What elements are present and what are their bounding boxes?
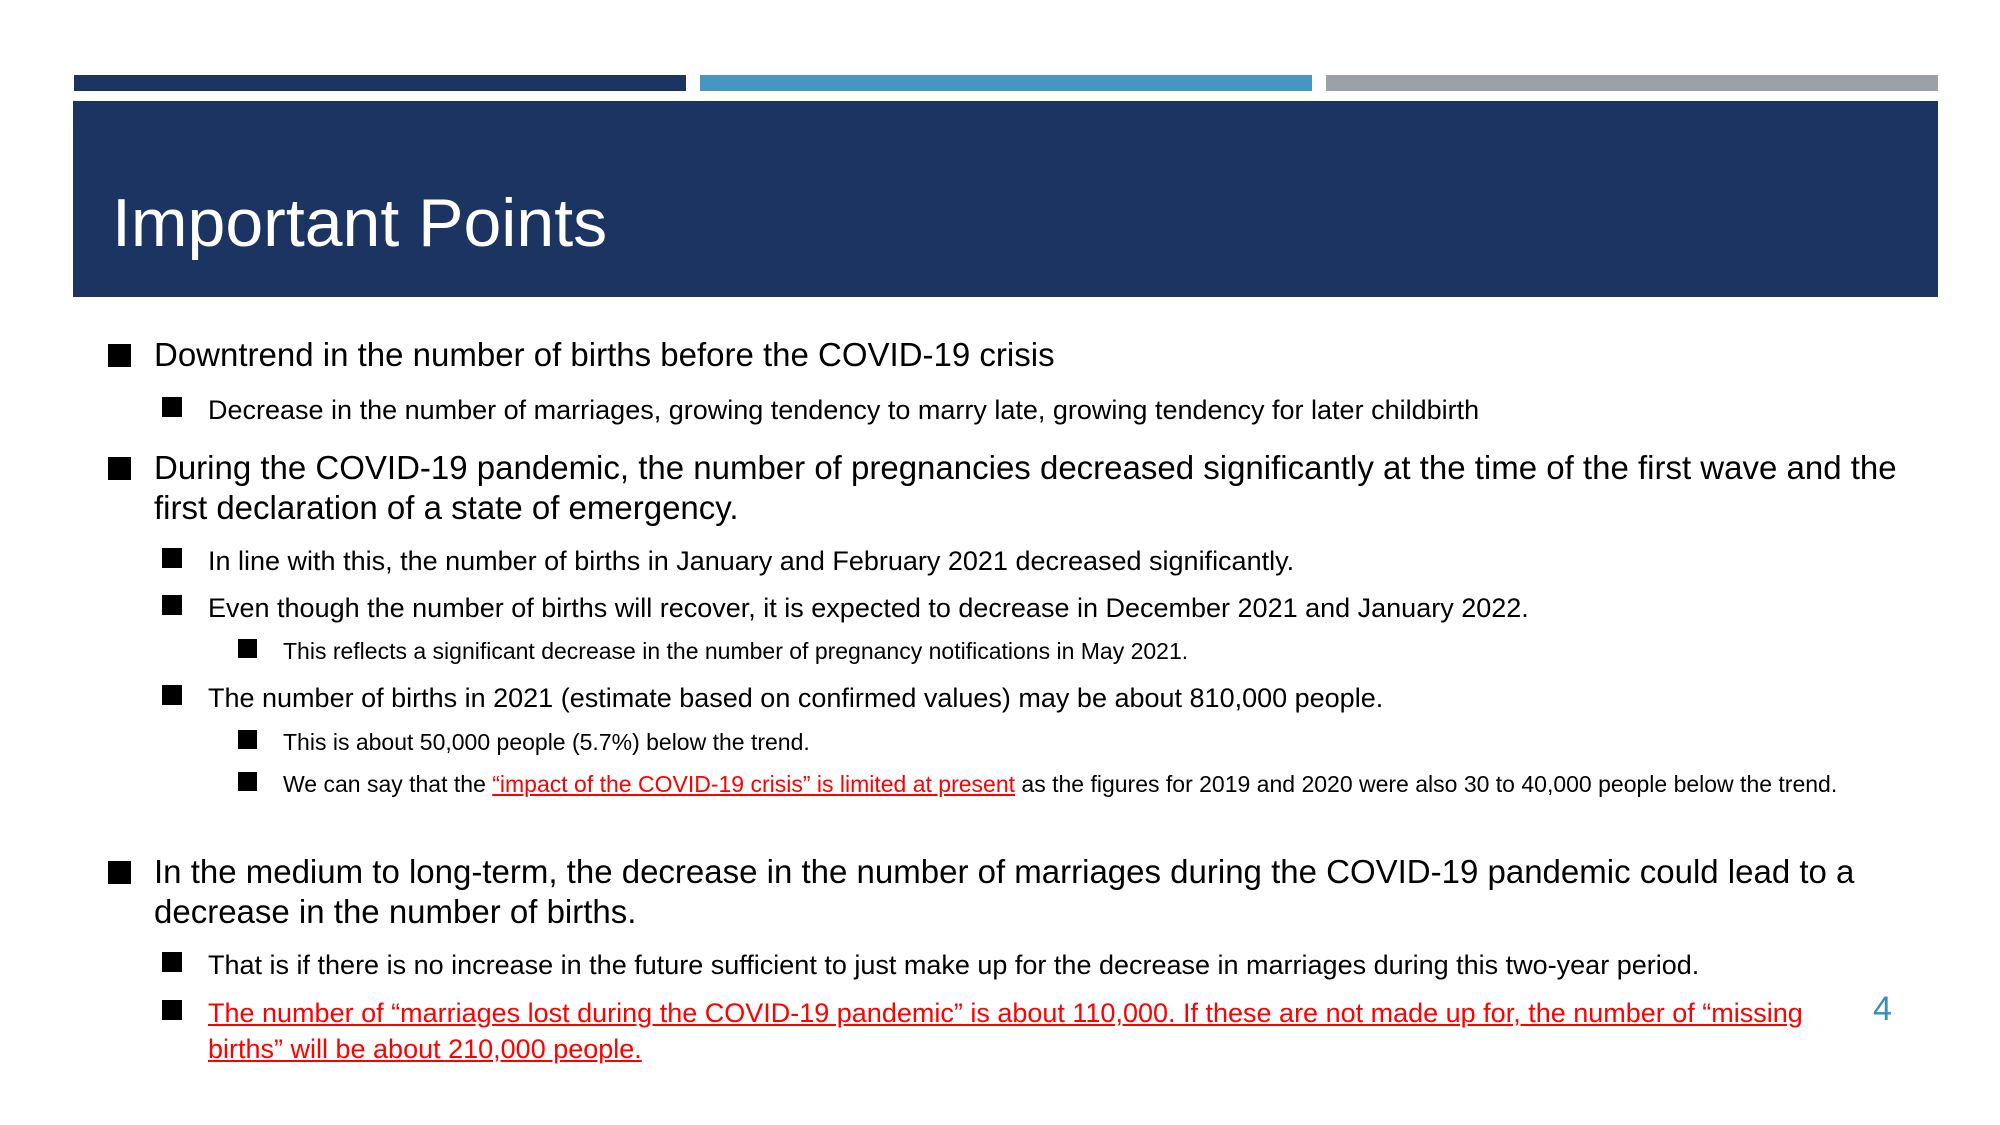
bullet-text: The number of births in 2021 (estimate based on confirmed values) may be about 810,000 people. — [208, 683, 1384, 713]
bullet-square-icon — [162, 595, 182, 615]
accent-stripe-light-blue — [700, 75, 1312, 91]
highlighted-phrase: “impact of the COVID-19 crisis” is limited at present — [492, 771, 1016, 797]
sub-sub-bullet-item — [238, 769, 1938, 800]
bullet-text: This is about 50,000 people (5.7%) below the trend. — [283, 729, 810, 755]
bullet-square-icon — [162, 952, 182, 972]
sub-bullet-item — [162, 392, 1902, 428]
accent-stripe-gray — [1326, 75, 1938, 91]
bullet-square-icon — [162, 397, 182, 417]
accent-stripe-dark-blue — [74, 75, 686, 91]
highlighted-bullet-text: The number of “marriages lost during the COVID-19 pandemic” is about 110,000. If these are not made up for, the number of “missing births” will be about 210,000 people. — [208, 998, 1803, 1064]
bullet-text: Even though the number of births will recover, it is expected to decrease in December 2021 and January 2022. — [208, 593, 1529, 623]
bullet-text: Decrease in the number of marriages, growing tendency to marry late, growing tendency for later childbirth — [208, 395, 1480, 425]
sub-bullet-item — [162, 590, 1902, 626]
bullet-square-icon — [162, 548, 182, 568]
bullet-text: That is if there is no increase in the future sufficient to just make up for the decrease in marriages during this two-year period. — [208, 950, 1700, 980]
bullet-text: Downtrend in the number of births before the COVID-19 crisis — [154, 336, 1055, 373]
bullet-item — [108, 335, 1888, 375]
bullet-text: This reflects a significant decrease in the number of pregnancy notifications in May 2021. — [283, 638, 1189, 664]
sub-bullet-item — [162, 995, 1842, 1067]
sub-bullet-item — [162, 947, 1902, 983]
page-number: 4 — [1873, 990, 1892, 1028]
bullet-square-icon — [162, 685, 182, 705]
slide-title: Important Points — [112, 185, 608, 261]
bullet-square-icon — [238, 639, 257, 658]
bullet-item — [108, 448, 1908, 528]
sub-bullet-item — [162, 543, 1902, 579]
bullet-square-icon — [162, 1000, 182, 1020]
bullet-text: In the medium to long-term, the decrease in the number of marriages during the COVID-19 pandemic could lead to a decrease in the number of births. — [154, 853, 1855, 930]
bullet-square-icon — [108, 861, 131, 884]
sub-sub-bullet-item — [238, 636, 1938, 667]
bullet-item — [108, 852, 1908, 932]
bullet-square-icon — [238, 772, 257, 791]
bullet-text-lead: We can say that the — [283, 771, 493, 797]
bullet-square-icon — [108, 457, 131, 480]
sub-bullet-item — [162, 680, 1902, 716]
sub-sub-bullet-item — [238, 727, 1938, 758]
bullet-text — [283, 769, 1938, 800]
bullet-square-icon — [108, 344, 131, 367]
bullet-square-icon — [238, 730, 257, 749]
bullet-text: During the COVID-19 pandemic, the number of pregnancies decreased significantly at the time of the first wave and the first declaration of a state of emergency. — [154, 449, 1897, 526]
bullet-text: In line with this, the number of births in January and February 2021 decreased significantly. — [208, 546, 1295, 576]
bullet-text-tail: as the figures for 2019 and 2020 were also 30 to 40,000 people below the trend. — [1015, 771, 1838, 797]
